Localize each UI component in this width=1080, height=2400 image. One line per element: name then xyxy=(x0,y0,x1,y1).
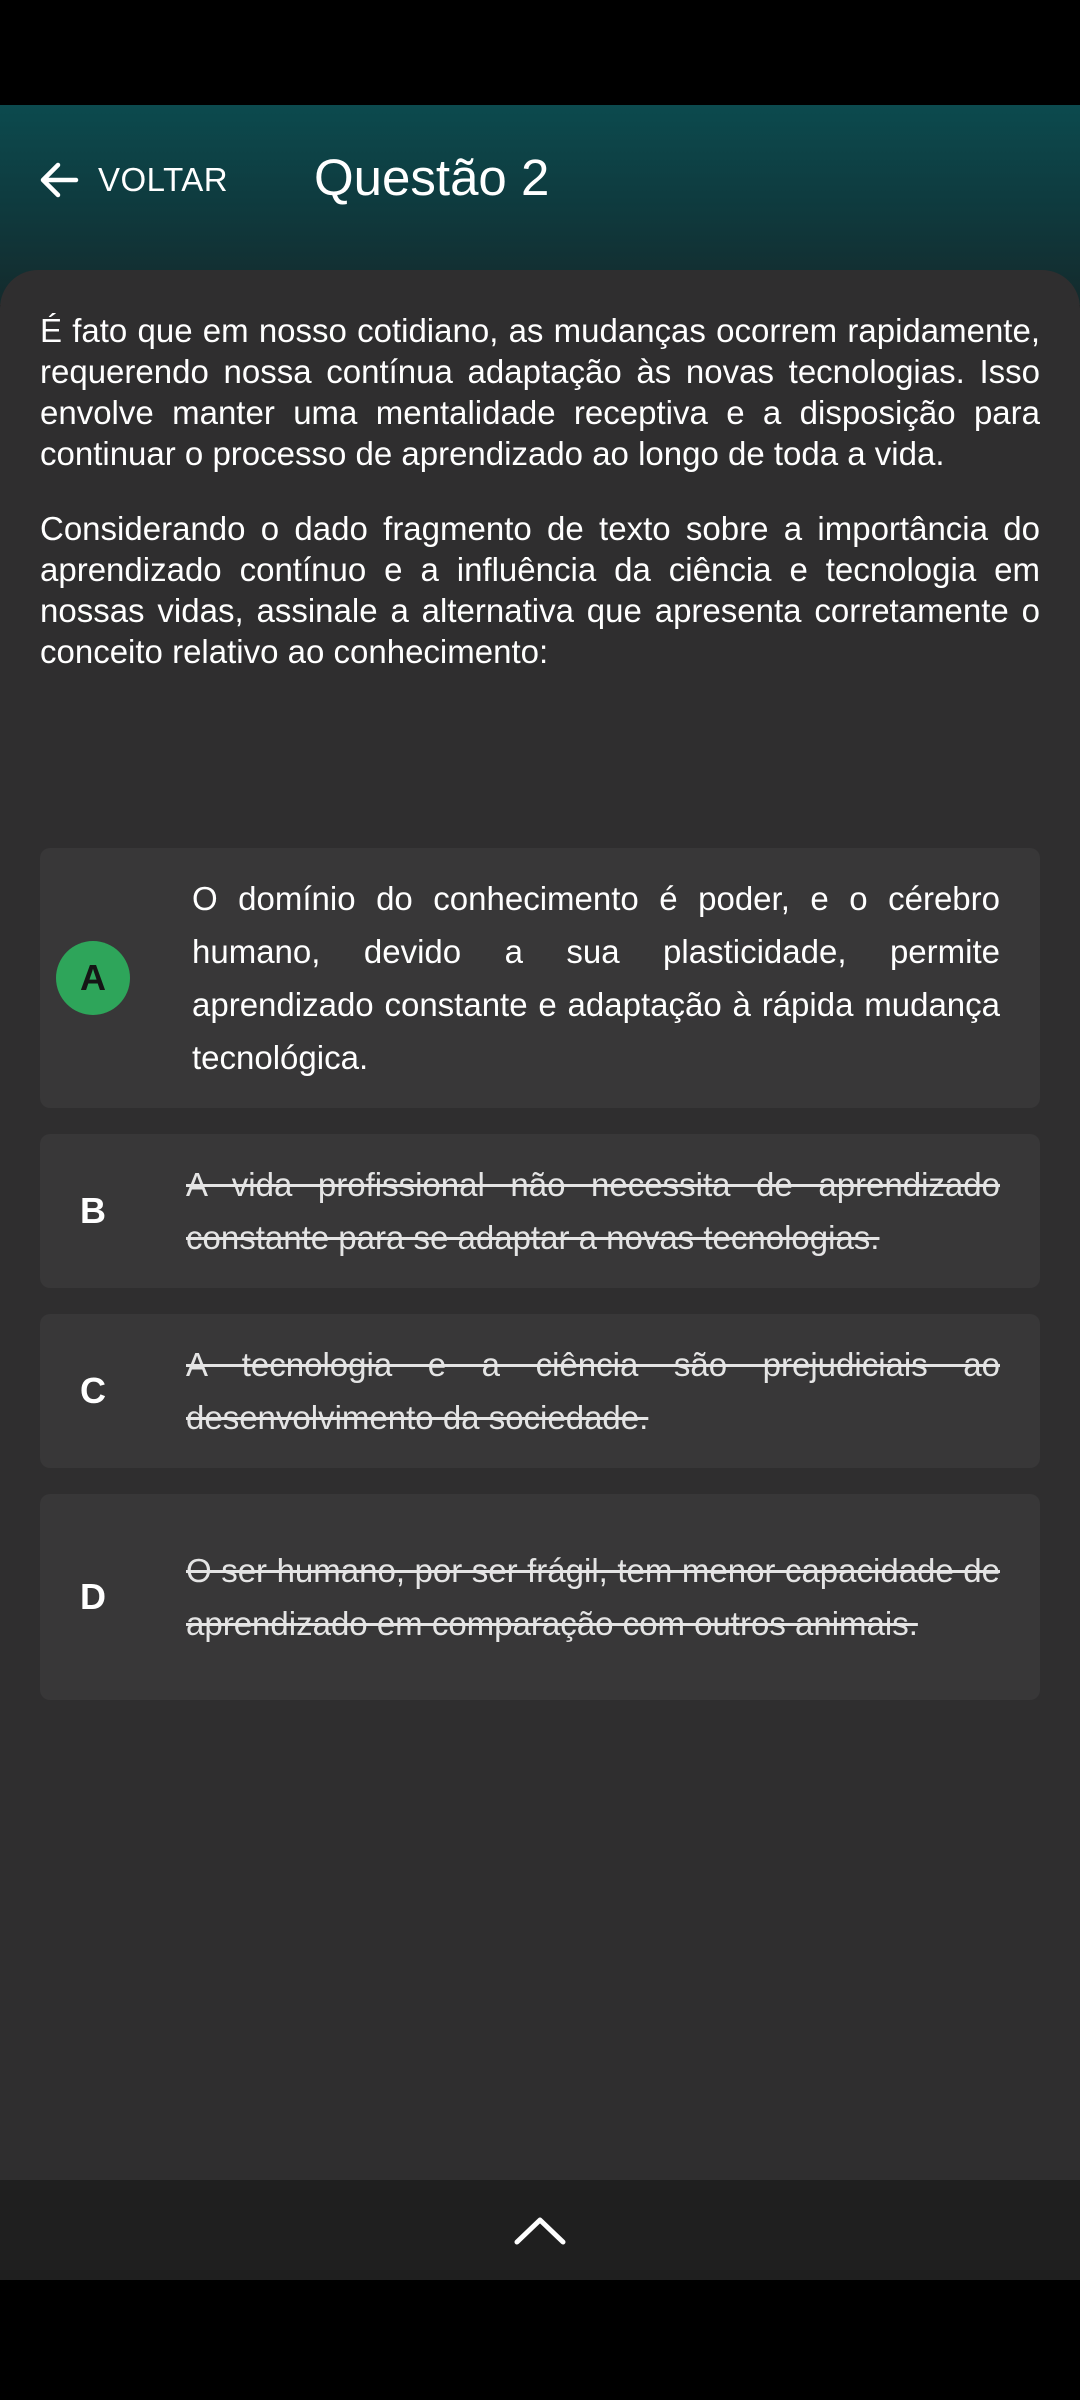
option-c[interactable] xyxy=(40,1314,1040,1468)
option-b[interactable] xyxy=(40,1134,1040,1288)
option-a-text: O domínio do conhecimento é poder, e o cérebro humano, devido a sua plasticidade, permite aprendizado constante e adaptação à rápida mudança tecnológica. xyxy=(192,880,1000,1076)
question-text xyxy=(40,310,1040,706)
question-card xyxy=(0,270,1080,2180)
status-bar xyxy=(0,0,1080,105)
back-label: VOLTAR xyxy=(98,161,229,198)
back-button[interactable] xyxy=(36,145,228,215)
option-d-letter: D xyxy=(80,1576,106,1617)
option-d-text: O ser humano, por ser frágil, tem menor capacidade de aprendizado em comparação com outros animais. xyxy=(186,1552,1000,1642)
page-title: Questão 2 xyxy=(314,149,550,206)
option-a[interactable] xyxy=(40,848,1040,1108)
option-c-letter: C xyxy=(80,1370,106,1411)
option-a-letter: A xyxy=(56,941,130,1015)
bottom-bar xyxy=(0,2180,1080,2280)
option-b-letter: B xyxy=(80,1190,106,1231)
chevron-up-icon[interactable] xyxy=(512,2212,568,2248)
option-c-text: A tecnologia e a ciência são prejudiciais ao desenvolvimento da sociedade. xyxy=(186,1346,1000,1436)
arrow-left-icon xyxy=(36,157,82,203)
option-b-text: A vida profissional não necessita de aprendizado constante para se adaptar a novas tecnologias. xyxy=(186,1166,1000,1256)
question-paragraph-1: É fato que em nosso cotidiano, as mudanças ocorrem rapidamente, requerendo nossa contínua adaptação às novas tecnologias. Isso envolve manter uma mentalidade receptiva e a disposição para continuar o processo de aprendizado ao longo de toda a vida. xyxy=(40,312,1040,472)
system-nav-area xyxy=(0,2280,1080,2400)
question-paragraph-2: Considerando o dado fragmento de texto sobre a importância do aprendizado contínuo e a influência da ciência e tecnologia em nossas vidas, assinale a alternativa que apresenta corretamente o conceito relativo ao conhecimento: xyxy=(40,510,1040,670)
option-d[interactable] xyxy=(40,1494,1040,1700)
